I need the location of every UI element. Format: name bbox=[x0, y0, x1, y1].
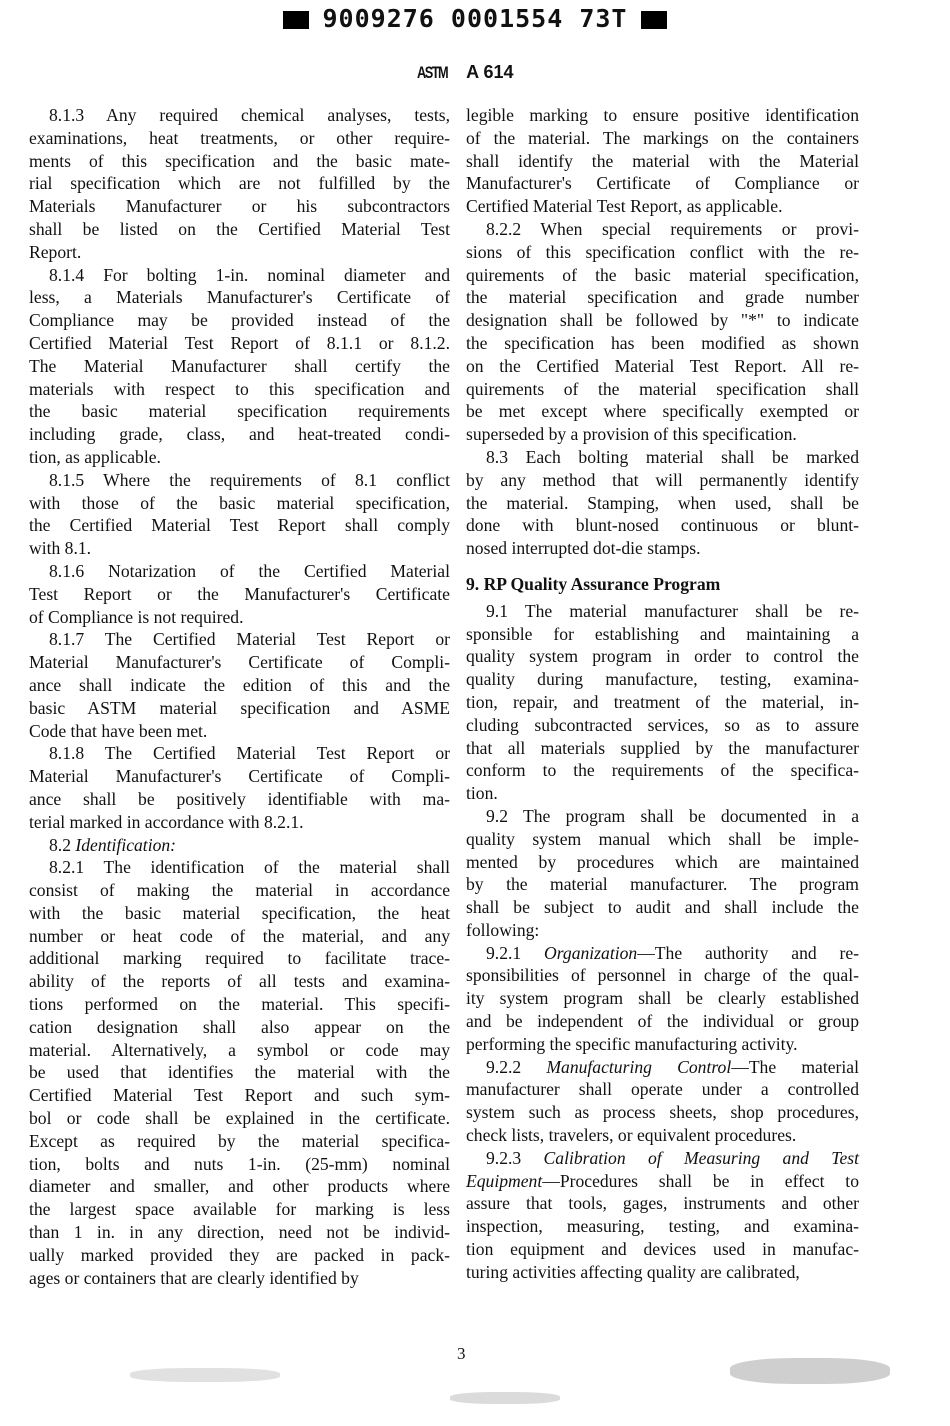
text-line: legible marking to ensure positive identification bbox=[466, 105, 859, 125]
document-code: 9009276 0001554 73T bbox=[322, 4, 628, 33]
text-line: superseded by a provision of this specification. bbox=[466, 424, 797, 445]
paragraph bbox=[29, 834, 450, 857]
text-line: the largest space available for marking is less bbox=[29, 1199, 450, 1220]
text-line: performing the specific manufacturing activity. bbox=[466, 1033, 798, 1054]
scan-noise bbox=[730, 1358, 890, 1384]
text-line: basic ASTM material specification and ASME bbox=[29, 697, 450, 718]
text-line: designation shall be followed by "*" to indicate bbox=[466, 310, 859, 331]
paragraph bbox=[466, 1147, 859, 1284]
text-line: terial marked in accordance with 8.2.1. bbox=[29, 811, 304, 832]
text-line: cation designation shall also appear on the bbox=[29, 1016, 450, 1037]
text-line: with the basic material specification, the heat bbox=[29, 902, 450, 923]
text-line: inspection, measuring, testing, and examina- bbox=[466, 1216, 859, 1237]
text-line: bol or code shall be explained in the certificate. bbox=[29, 1108, 450, 1129]
text-line: consist of making the material in accordance bbox=[29, 880, 450, 901]
text-line: materials with respect to this specification and bbox=[29, 378, 450, 399]
text-line: the material specification and grade number bbox=[466, 287, 859, 308]
text-line: of the material. The markings on the containers bbox=[466, 127, 859, 148]
text-line: that all materials supplied by the manufacturer bbox=[466, 737, 859, 758]
document-code-header bbox=[0, 4, 950, 33]
text-line: material. Alternatively, a symbol or code may bbox=[29, 1039, 450, 1060]
text-line: tion, as applicable. bbox=[29, 446, 161, 467]
text-line: 8.1.3 Any required chemical analyses, tests, bbox=[49, 105, 450, 125]
text-line: Certified Material Test Report of 8.1.1 or 8.1.2. bbox=[29, 332, 450, 353]
text-line: Certified Material Test Report and such sym- bbox=[29, 1085, 450, 1106]
text-line: by the material manufacturer. The program bbox=[466, 874, 859, 895]
text-line: assure that tools, gages, instruments and other bbox=[466, 1193, 859, 1214]
paragraph bbox=[29, 560, 450, 628]
scan-noise bbox=[130, 1368, 280, 1382]
right-column-bottom bbox=[466, 600, 859, 1284]
scan-noise bbox=[450, 1392, 560, 1404]
text-line: less, a Materials Manufacturer's Certificate of bbox=[29, 287, 450, 308]
text-line: tion. bbox=[466, 783, 498, 804]
text-line: 8.1.4 For bolting 1-in. nominal diameter and bbox=[49, 264, 450, 285]
text-line: diameter and smaller, and other products where bbox=[29, 1176, 450, 1197]
italic-term: Calibration of Measuring and Test bbox=[543, 1147, 859, 1168]
text-line: 8.1.6 Notarization of the Certified Material bbox=[49, 560, 450, 581]
text-line: manufacturer shall operate under a controlled bbox=[466, 1079, 859, 1100]
text-line: conform to the requirements of the specifica- bbox=[466, 760, 859, 781]
paragraph bbox=[466, 600, 859, 805]
text-line: and be independent of the individual or group bbox=[466, 1011, 859, 1032]
text-line: check lists, travelers, or equivalent procedures. bbox=[466, 1125, 797, 1146]
left-column bbox=[29, 104, 450, 1289]
text-line: following: bbox=[466, 919, 540, 940]
text-line: 8.3 Each bolting material shall be marked bbox=[486, 446, 859, 467]
text-line: 8.2.2 When special requirements or provi- bbox=[486, 218, 859, 239]
text-line: cluding subcontracted services, so as to assure bbox=[466, 714, 859, 735]
text-line: by any method that will permanently identify bbox=[466, 469, 859, 490]
page-number: 3 bbox=[457, 1344, 466, 1363]
text-line: the material. Stamping, when used, shall be bbox=[466, 492, 859, 513]
text-line: tion, repair, and treatment of the material, in- bbox=[466, 691, 859, 712]
text-line: nosed interrupted dot-die stamps. bbox=[466, 538, 701, 559]
text-line: sponsible for establishing and maintaining a bbox=[466, 623, 859, 644]
text-line: turing activities affecting quality are calibrated, bbox=[466, 1261, 800, 1282]
text-line: ually marked provided they are packed in pack- bbox=[29, 1244, 450, 1265]
text-line: ance shall be positively identifiable with ma- bbox=[29, 788, 450, 809]
text-line: 8.1.5 Where the requirements of 8.1 conflict bbox=[49, 469, 450, 490]
text-line: Test Report or the Manufacturer's Certificate bbox=[29, 583, 450, 604]
text-line: on the Certified Material Test Report. All re- bbox=[466, 355, 859, 376]
text-line: tion, bolts and nuts 1-in. (25-mm) nominal bbox=[29, 1153, 450, 1174]
registration-mark bbox=[283, 11, 309, 29]
text-line: ity system program shall be clearly established bbox=[466, 988, 859, 1009]
paragraph bbox=[29, 742, 450, 833]
text-line: mented by procedures which are maintained bbox=[466, 851, 859, 872]
text-line: tions performed on the material. This specifi- bbox=[29, 994, 450, 1015]
text-line: system such as process sheets, shop procedures, bbox=[466, 1102, 859, 1123]
text-line: the specification has been modified as shown bbox=[466, 332, 859, 353]
text-line: The Material Manufacturer shall certify the bbox=[29, 355, 450, 376]
italic-term: Organization bbox=[544, 942, 638, 963]
text-line: Certified Material Test Report, as applicable. bbox=[466, 196, 783, 217]
text-line: tion equipment and devices used in manufac- bbox=[466, 1239, 859, 1260]
text-line: sions of this specification conflict with the re- bbox=[466, 241, 859, 262]
paragraph bbox=[29, 469, 450, 560]
text-line: rial specification which are not fulfilled by the bbox=[29, 173, 450, 194]
text-line: number or heat code of the material, and any bbox=[29, 925, 450, 946]
text-line: with 8.1. bbox=[29, 538, 92, 559]
text-line: Equipment—Procedures shall be in effect to bbox=[466, 1170, 859, 1191]
right-column-top bbox=[466, 104, 859, 560]
italic-term: Equipment bbox=[466, 1170, 543, 1191]
text-line: than 1 in. in any direction, need not be individ- bbox=[29, 1222, 450, 1243]
text-line: Report. bbox=[29, 241, 82, 262]
paragraph bbox=[466, 218, 859, 446]
text-line: sponsibilities of personnel in charge of the qual- bbox=[466, 965, 859, 986]
standard-designation: A 614 bbox=[466, 62, 514, 82]
text-line: quality system manual which shall be imple- bbox=[466, 828, 859, 849]
text-line: 8.2.1 The identification of the material shall bbox=[49, 857, 450, 878]
text-line: ments of this specification and the basic mate- bbox=[29, 150, 450, 171]
astm-logo-icon: ASTM bbox=[417, 62, 448, 82]
text-line: the basic material specification requirements bbox=[29, 401, 450, 422]
text-line: Compliance may be provided instead of the bbox=[29, 310, 450, 331]
text-line: quality during manufacture, testing, examina- bbox=[466, 669, 859, 690]
paragraph bbox=[466, 446, 859, 560]
text-line: of Compliance is not required. bbox=[29, 606, 244, 627]
paragraph bbox=[29, 104, 450, 264]
paragraph bbox=[29, 856, 450, 1289]
text-line: examinations, heat treatments, or other require- bbox=[29, 127, 450, 148]
text-line: shall identify the material with the Material bbox=[466, 150, 859, 171]
text-line: quirements of the material specification shall bbox=[466, 378, 859, 399]
section-heading: 9. RP Quality Assurance Program bbox=[466, 573, 721, 594]
text-line: be used that identifies the material with the bbox=[29, 1062, 450, 1083]
text-line: ance shall indicate the edition of this and the bbox=[29, 674, 450, 695]
text-line: Code that have been met. bbox=[29, 720, 208, 741]
text-line: 9.2 The program shall be documented in a bbox=[486, 805, 859, 826]
text-line: Material Manufacturer's Certificate of Compli- bbox=[29, 766, 450, 787]
text-line: 8.2 Identification: bbox=[49, 834, 177, 855]
text-line: be met except where specifically exempted or bbox=[466, 401, 859, 422]
paragraph bbox=[466, 805, 859, 942]
text-line: Except as required by the material specifica- bbox=[29, 1130, 450, 1151]
text-line: quality system program in order to control the bbox=[466, 646, 859, 667]
italic-term: Manufacturing Control bbox=[546, 1056, 732, 1077]
text-line: shall be subject to audit and shall include the bbox=[466, 897, 859, 918]
text-line: 8.1.8 The Certified Material Test Report or bbox=[49, 743, 450, 764]
text-line: 8.1.7 The Certified Material Test Report or bbox=[49, 629, 450, 650]
paragraph bbox=[466, 104, 859, 218]
text-line: 9.2.2 Manufacturing Control—The material bbox=[486, 1056, 859, 1077]
text-line: additional marking required to facilitate trace- bbox=[29, 948, 450, 969]
paragraph bbox=[466, 1056, 859, 1147]
paragraph bbox=[29, 264, 450, 469]
paragraph bbox=[466, 942, 859, 1056]
text-line: including grade, class, and heat-treated condi- bbox=[29, 424, 450, 445]
text-line: shall be listed on the Certified Material Test bbox=[29, 218, 450, 239]
text-line: the Certified Material Test Report shall comply bbox=[29, 515, 450, 536]
paragraph bbox=[29, 628, 450, 742]
text-line: done with blunt-nosed continuous or blunt- bbox=[466, 515, 859, 536]
text-line: 9.2.3 Calibration of Measuring and Test bbox=[486, 1147, 859, 1168]
text-line: quirements of the basic material specification, bbox=[466, 264, 859, 285]
right-column bbox=[466, 104, 859, 1284]
text-line: Material Manufacturer's Certificate of Compli- bbox=[29, 652, 450, 673]
registration-mark bbox=[641, 11, 667, 29]
text-line: 9.1 The material manufacturer shall be re- bbox=[486, 600, 859, 621]
text-line: 9.2.1 Organization—The authority and re- bbox=[486, 942, 860, 963]
text-line: with those of the basic material specification, bbox=[29, 492, 450, 513]
text-line: Manufacturer's Certificate of Compliance or bbox=[466, 173, 859, 194]
text-line: ages or containers that are clearly identified by bbox=[29, 1267, 359, 1288]
text-line: ability of the reports of all tests and examina- bbox=[29, 971, 450, 992]
text-line: Materials Manufacturer or his subcontractors bbox=[29, 196, 450, 217]
standard-header bbox=[412, 62, 514, 83]
italic-term: Identification: bbox=[75, 834, 177, 855]
